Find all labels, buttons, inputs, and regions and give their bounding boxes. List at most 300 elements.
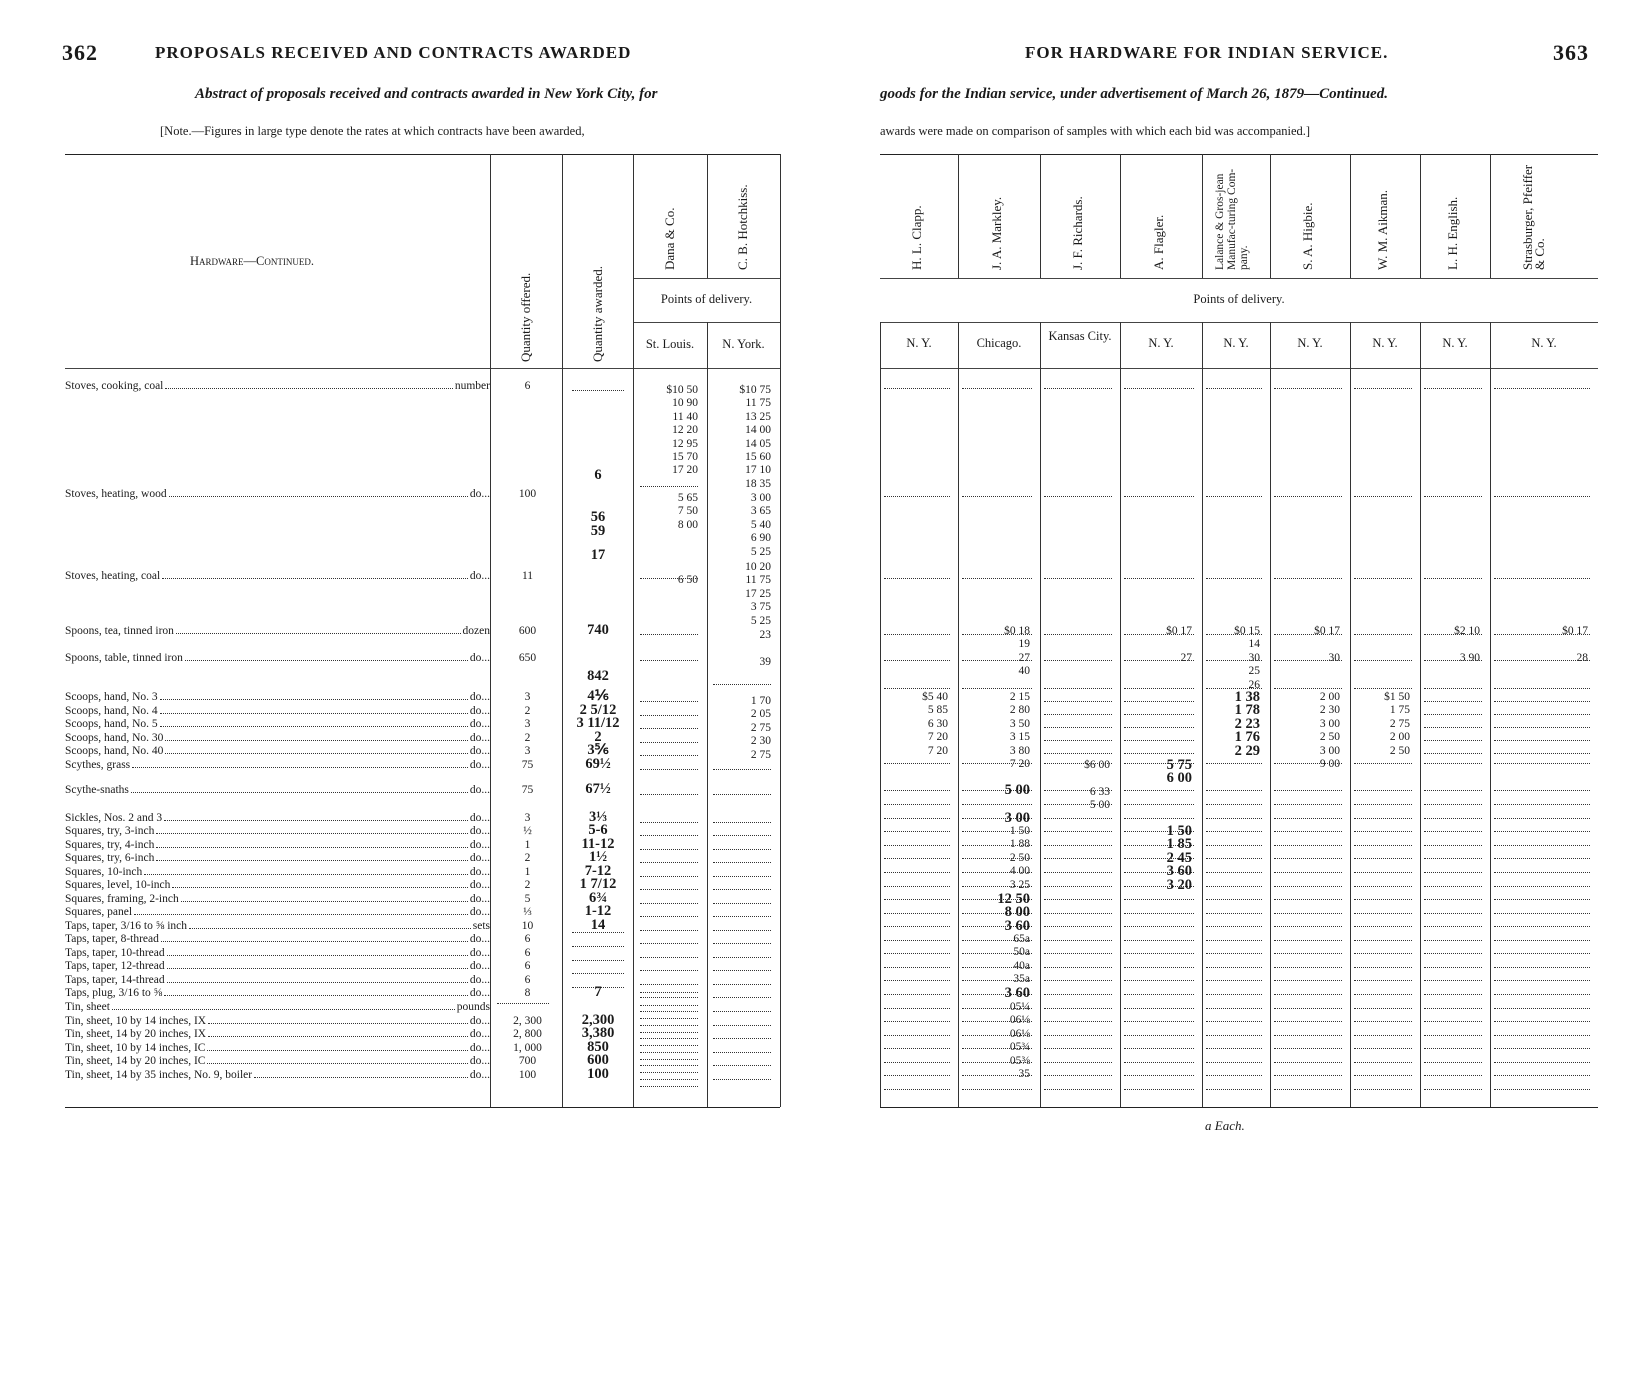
dotted-leader [1494, 1021, 1590, 1022]
dotted-leader [1044, 804, 1112, 805]
dotted-leader [884, 1035, 950, 1036]
dotted-leader [1044, 727, 1112, 728]
bid-price: 2 15 2 80 3 50 3 15 3 80 7 20 [1009, 691, 1030, 771]
item-row [65, 652, 490, 665]
dotted-leader [572, 390, 624, 391]
dotted-leader [1206, 994, 1262, 995]
dotted-leader [1424, 953, 1482, 954]
dotted-leader [1494, 634, 1590, 635]
dotted-leader [1044, 940, 1112, 941]
leader-dots: ... [481, 691, 490, 703]
table-bottom-rule [880, 1107, 1598, 1108]
item-row [65, 380, 490, 393]
dotted-leader [1206, 967, 1262, 968]
dotted-leader [1124, 753, 1194, 754]
col-divider [1270, 154, 1271, 278]
dotted-leader [640, 701, 698, 702]
hotchkiss-cooking-prices: $10 75 11 75 13 25 14 00 14 05 15 60 17 10 18 35 [739, 384, 771, 490]
dotted-leader [713, 997, 771, 998]
item-name: Squares, try, 6-inch [65, 852, 155, 864]
table-head-rule [65, 368, 780, 369]
dotted-leader [713, 1079, 771, 1080]
dotted-leader [1354, 688, 1412, 689]
item-unit: do [469, 570, 482, 582]
item-row [65, 1042, 490, 1055]
item-name: Stoves, cooking, coal [65, 380, 164, 392]
dotted-leader [1424, 872, 1482, 873]
item-name: Scoops, hand, No. 5 [65, 718, 158, 730]
quantity-awarded: 850 [587, 1039, 609, 1055]
col-divider [707, 322, 708, 1107]
item-name: Taps, taper, 14-thread [65, 974, 165, 986]
dotted-leader [1494, 831, 1590, 832]
dotted-leader [1354, 831, 1412, 832]
dotted-leader [640, 1086, 698, 1087]
delivery-point: N. Y. [1148, 336, 1174, 350]
dotted-leader [713, 916, 771, 917]
dotted-leader [1274, 1062, 1342, 1063]
dotted-leader [1424, 940, 1482, 941]
item-name: Tin, sheet, 14 by 20 inches, IX [65, 1028, 207, 1040]
col-divider [1490, 154, 1491, 278]
dotted-leader [640, 876, 698, 877]
item-row [65, 745, 490, 758]
dotted-leader [884, 994, 950, 995]
bid-price: $0 15 14 30 25 26 [1234, 625, 1260, 691]
leader-dots: ... [481, 825, 490, 837]
bid-price: 2 00 2 30 3 00 2 50 3 00 9 00 [1319, 691, 1340, 771]
col-divider [958, 154, 959, 278]
dotted-leader [1044, 886, 1112, 887]
dotted-leader [962, 1048, 1032, 1049]
delivery-point: N. Y. [1297, 336, 1323, 350]
quantity-offered: 100 [518, 488, 537, 500]
dotted-leader [1206, 926, 1262, 927]
leader-dots: ... [481, 839, 490, 851]
dotted-leader [713, 1011, 771, 1012]
dotted-leader [1206, 388, 1262, 389]
dotted-leader [640, 1052, 698, 1053]
dotted-leader [640, 1072, 698, 1073]
col-divider [880, 322, 881, 1107]
bidder-heading: H. L. Clapp. [909, 205, 924, 270]
dotted-leader [962, 688, 1032, 689]
item-unit: dozen [462, 625, 490, 637]
dotted-leader [884, 496, 950, 497]
dotted-leader [1206, 578, 1262, 579]
dotted-leader [884, 845, 950, 846]
bid-price: $5 40 5 85 6 30 7 20 7 20 [922, 691, 948, 757]
dotted-leader [1424, 753, 1482, 754]
bidder-dana: Dana & Co. [662, 207, 677, 270]
leader-dots [181, 893, 468, 902]
item-name: Tin, sheet [65, 1001, 110, 1013]
dotted-leader [713, 849, 771, 850]
quantity-awarded: 100 [587, 1066, 609, 1082]
dotted-leader [1424, 660, 1482, 661]
item-name: Scoops, hand, No. 4 [65, 705, 158, 717]
bidder-heading: A. Flagler. [1151, 214, 1166, 270]
quantity-awarded: 1 7/12 [579, 876, 617, 892]
dotted-leader [640, 634, 698, 635]
dotted-leader [884, 926, 950, 927]
leader-dots [132, 759, 468, 768]
dotted-leader [1354, 994, 1412, 995]
dotted-leader [640, 992, 698, 993]
dotted-leader [962, 994, 1032, 995]
dotted-leader [640, 486, 698, 487]
item-name: Taps, taper, 3/16 to ⅝ inch [65, 920, 188, 932]
item-row [65, 893, 490, 906]
dotted-leader [962, 926, 1032, 927]
dotted-leader [1424, 1008, 1482, 1009]
item-unit: do [469, 732, 482, 744]
section-heading: Hardware—Continued. [190, 254, 314, 268]
delivery-point: N. Y. [1223, 336, 1249, 350]
quantity-offered: 100 [518, 1069, 537, 1081]
dotted-leader [1124, 763, 1194, 764]
dotted-leader [1124, 688, 1194, 689]
quantity-offered: 6 [524, 380, 531, 392]
item-unit: do [469, 879, 482, 891]
item-row [65, 879, 490, 892]
bidder-heading: L. H. English. [1445, 196, 1460, 270]
leader-dots [165, 745, 467, 754]
dotted-leader [1044, 872, 1112, 873]
dotted-leader [1044, 1089, 1112, 1090]
item-unit: number [454, 380, 490, 392]
dotted-leader [1124, 1062, 1194, 1063]
leader-dots [189, 920, 471, 929]
dotted-leader [1124, 967, 1194, 968]
right-page [870, 0, 1649, 1380]
dotted-leader [640, 943, 698, 944]
delivery-point: Chicago. [976, 336, 1022, 350]
dotted-leader [1424, 727, 1482, 728]
dotted-leader [1044, 818, 1112, 819]
col-divider [1040, 322, 1041, 1107]
col-divider [1490, 322, 1491, 1107]
dotted-leader [713, 822, 771, 823]
dotted-leader [1494, 1089, 1590, 1090]
dotted-leader [884, 790, 950, 791]
item-unit: do [469, 960, 482, 972]
dotted-leader [1424, 886, 1482, 887]
dotted-leader [497, 1003, 549, 1004]
quantity-offered: 6 [524, 947, 531, 959]
item-unit: do [469, 1015, 482, 1027]
dotted-leader [1424, 714, 1482, 715]
right-note: awards were made on comparison of samples with which each bid was accompanied.] [880, 124, 1311, 138]
dotted-leader [1494, 1048, 1590, 1049]
dotted-leader [962, 980, 1032, 981]
delivery-point: N. Y. [1531, 336, 1557, 350]
dotted-leader [1494, 753, 1590, 754]
left-page-header: PROPOSALS RECEIVED AND CONTRACTS AWARDED [155, 43, 632, 62]
dotted-leader [884, 872, 950, 873]
dotted-leader [962, 388, 1032, 389]
dotted-leader [1124, 1089, 1194, 1090]
item-name: Stoves, heating, coal [65, 570, 161, 582]
quantity-awarded: 67½ [585, 781, 611, 797]
leader-dots [169, 488, 468, 497]
dotted-leader [640, 1045, 698, 1046]
dotted-leader [884, 899, 950, 900]
col-divider [1120, 322, 1121, 1107]
quantity-offered: 2, 800 [513, 1028, 542, 1040]
dotted-leader [962, 953, 1032, 954]
dotted-leader [640, 889, 698, 890]
quantity-awarded: 1-12 [584, 903, 612, 919]
left-note: [Note.—Figures in large type denote the rates at which contracts have been awarded, [160, 124, 585, 138]
dotted-leader [1206, 953, 1262, 954]
quantity-offered: 11 [521, 570, 534, 582]
dotted-leader [1424, 1062, 1482, 1063]
dotted-leader [1274, 845, 1342, 846]
dotted-leader [1206, 886, 1262, 887]
dotted-leader [1424, 926, 1482, 927]
item-row [65, 974, 490, 987]
dotted-leader [1424, 858, 1482, 859]
leader-dots: ... [481, 718, 490, 730]
dotted-leader [1044, 1075, 1112, 1076]
dotted-leader [884, 634, 950, 635]
dotted-leader [1494, 967, 1590, 968]
dotted-leader [1494, 740, 1590, 741]
dotted-leader [1494, 578, 1590, 579]
dotted-leader [1494, 913, 1590, 914]
item-row [65, 718, 490, 731]
col-divider [1202, 322, 1203, 1107]
leader-dots [164, 812, 468, 821]
dotted-leader [962, 886, 1032, 887]
right-subtitle: goods for the Indian service, under advertisement of March 26, 1879—Continued. [880, 86, 1388, 102]
quantity-awarded: 6¾ [588, 890, 608, 906]
quantity-offered: 700 [518, 1055, 537, 1067]
dotted-leader [884, 831, 950, 832]
col-divider [1202, 154, 1203, 278]
dotted-leader [962, 790, 1032, 791]
quantity-offered: 6 [524, 960, 531, 972]
quantity-awarded: 3,380 [581, 1025, 615, 1041]
bid-price: $0 17 27 [1166, 625, 1192, 664]
dotted-leader [1206, 1062, 1262, 1063]
item-unit: do [469, 784, 482, 796]
item-row [65, 906, 490, 919]
leader-dots [165, 380, 452, 389]
dotted-leader [1424, 1035, 1482, 1036]
dotted-leader [640, 957, 698, 958]
dotted-leader [1424, 688, 1482, 689]
dotted-leader [1206, 763, 1262, 764]
dotted-leader [1494, 763, 1590, 764]
dotted-leader [884, 1048, 950, 1049]
dotted-leader [1354, 1062, 1412, 1063]
dotted-leader [884, 1008, 950, 1009]
quantity-awarded: 3⅓ [588, 809, 608, 825]
leader-dots: ... [481, 987, 490, 999]
dotted-leader [713, 835, 771, 836]
dotted-leader [640, 970, 698, 971]
quantity-offered: 600 [518, 625, 537, 637]
item-row [65, 987, 490, 1000]
dotted-leader [640, 755, 698, 756]
bid-price: $1 50 1 75 2 75 2 00 2 50 [1384, 691, 1410, 757]
item-row [65, 732, 490, 745]
dotted-leader [640, 849, 698, 850]
dotted-leader [1494, 727, 1590, 728]
dotted-leader [1424, 701, 1482, 702]
dotted-leader [1044, 763, 1112, 764]
dotted-leader [962, 872, 1032, 873]
right-page-number: 363 [1553, 40, 1589, 65]
quantity-awarded: 2 [594, 729, 602, 745]
dotted-leader [572, 973, 624, 974]
quantity-awarded: 4⅙ [587, 688, 609, 704]
leader-dots [167, 960, 468, 969]
dotted-leader [1354, 1089, 1412, 1090]
dotted-leader [640, 578, 698, 579]
delivery-point: N. Y. [1442, 336, 1468, 350]
item-name: Squares, framing, 2-inch [65, 893, 179, 905]
dotted-leader [713, 957, 771, 958]
bid-price: 5 75 6 00 [1166, 757, 1192, 787]
col-divider [707, 154, 708, 278]
dotted-leader [962, 899, 1032, 900]
dotted-leader [1354, 1021, 1412, 1022]
dotted-leader [962, 763, 1032, 764]
dotted-leader [962, 634, 1032, 635]
delivery-st-louis: St. Louis. [645, 337, 695, 351]
dotted-leader [884, 913, 950, 914]
table-top-rule [65, 154, 780, 155]
leader-dots [162, 570, 468, 579]
dotted-leader [1124, 940, 1194, 941]
dotted-leader [572, 987, 624, 988]
col-divider [958, 322, 959, 1107]
left-page-number: 362 [62, 40, 98, 65]
dotted-leader [1206, 899, 1262, 900]
dotted-leader [713, 1025, 771, 1026]
quantity-offered: 6 [524, 933, 531, 945]
leader-dots [160, 718, 468, 727]
bid-price: 3 00 [1004, 810, 1030, 826]
dotted-leader [1124, 496, 1194, 497]
dotted-leader [640, 1025, 698, 1026]
leader-dots: ... [481, 759, 490, 771]
dotted-leader [1494, 1008, 1590, 1009]
leader-dots [156, 852, 468, 861]
item-row [65, 825, 490, 838]
dotted-leader [884, 980, 950, 981]
dotted-leader [884, 1021, 950, 1022]
dotted-leader [1044, 926, 1112, 927]
dotted-leader [1424, 804, 1482, 805]
dotted-leader [884, 953, 950, 954]
quantity-offered: 75 [521, 759, 534, 771]
item-unit: do [469, 852, 482, 864]
dotted-leader [962, 1008, 1032, 1009]
delivery-point: Kansas City. [1048, 329, 1112, 343]
dotted-leader [1424, 818, 1482, 819]
dotted-leader [884, 388, 950, 389]
dotted-leader [1206, 688, 1262, 689]
dotted-leader [713, 1052, 771, 1053]
dotted-leader [1124, 740, 1194, 741]
dotted-leader [1044, 1062, 1112, 1063]
dotted-leader [1044, 967, 1112, 968]
dotted-leader [1354, 858, 1412, 859]
dotted-leader [713, 889, 771, 890]
item-row [65, 866, 490, 879]
dotted-leader [1494, 714, 1590, 715]
item-row [65, 1028, 490, 1041]
dotted-leader [640, 984, 698, 985]
bid-price: 12 50 8 00 3 60 [997, 891, 1030, 934]
dotted-leader [1044, 913, 1112, 914]
leader-dots: ... [481, 652, 490, 664]
dotted-leader [1354, 953, 1412, 954]
dotted-leader [1124, 790, 1194, 791]
dotted-leader [640, 1038, 698, 1039]
dotted-leader [713, 794, 771, 795]
dotted-leader [1424, 994, 1482, 995]
dotted-leader [1424, 967, 1482, 968]
leader-dots [156, 825, 468, 834]
item-row [65, 839, 490, 852]
dotted-leader [1274, 578, 1342, 579]
dotted-leader [1044, 994, 1112, 995]
dotted-leader [1274, 858, 1342, 859]
bid-price: $0 18 19 27 40 [1004, 625, 1030, 678]
leader-dots: ... [481, 906, 490, 918]
item-unit: do [469, 933, 482, 945]
dotted-leader [640, 742, 698, 743]
dotted-leader [713, 970, 771, 971]
dotted-leader [1424, 763, 1482, 764]
dotted-leader [1206, 1021, 1262, 1022]
col-divider [633, 154, 634, 1107]
item-row [65, 705, 490, 718]
col-divider [562, 154, 563, 1107]
item-name: Scoops, hand, No. 30 [65, 732, 164, 744]
item-row [65, 1055, 490, 1068]
dotted-leader [1124, 701, 1194, 702]
dotted-leader [1206, 634, 1262, 635]
item-row [65, 784, 490, 797]
dotted-leader [1424, 1048, 1482, 1049]
bid-price: $0 17 30 [1314, 625, 1340, 664]
dotted-leader [1354, 886, 1412, 887]
leader-dots: ... [481, 960, 490, 972]
dotted-leader [1124, 872, 1194, 873]
dotted-leader [1124, 818, 1194, 819]
dotted-leader [640, 862, 698, 863]
dotted-leader [1354, 1075, 1412, 1076]
leader-dots [165, 732, 467, 741]
leader-dots: ... [481, 784, 490, 796]
dotted-leader [1206, 872, 1262, 873]
item-unit: do [469, 974, 482, 986]
item-name: Spoons, tea, tinned iron [65, 625, 174, 637]
item-row [65, 1069, 490, 1082]
col-divider [1270, 322, 1271, 1107]
leader-dots [176, 625, 461, 634]
quantity-offered: ⅓ [523, 906, 532, 918]
dotted-leader [1354, 1048, 1412, 1049]
dotted-leader [1494, 953, 1590, 954]
item-unit: do [469, 691, 482, 703]
